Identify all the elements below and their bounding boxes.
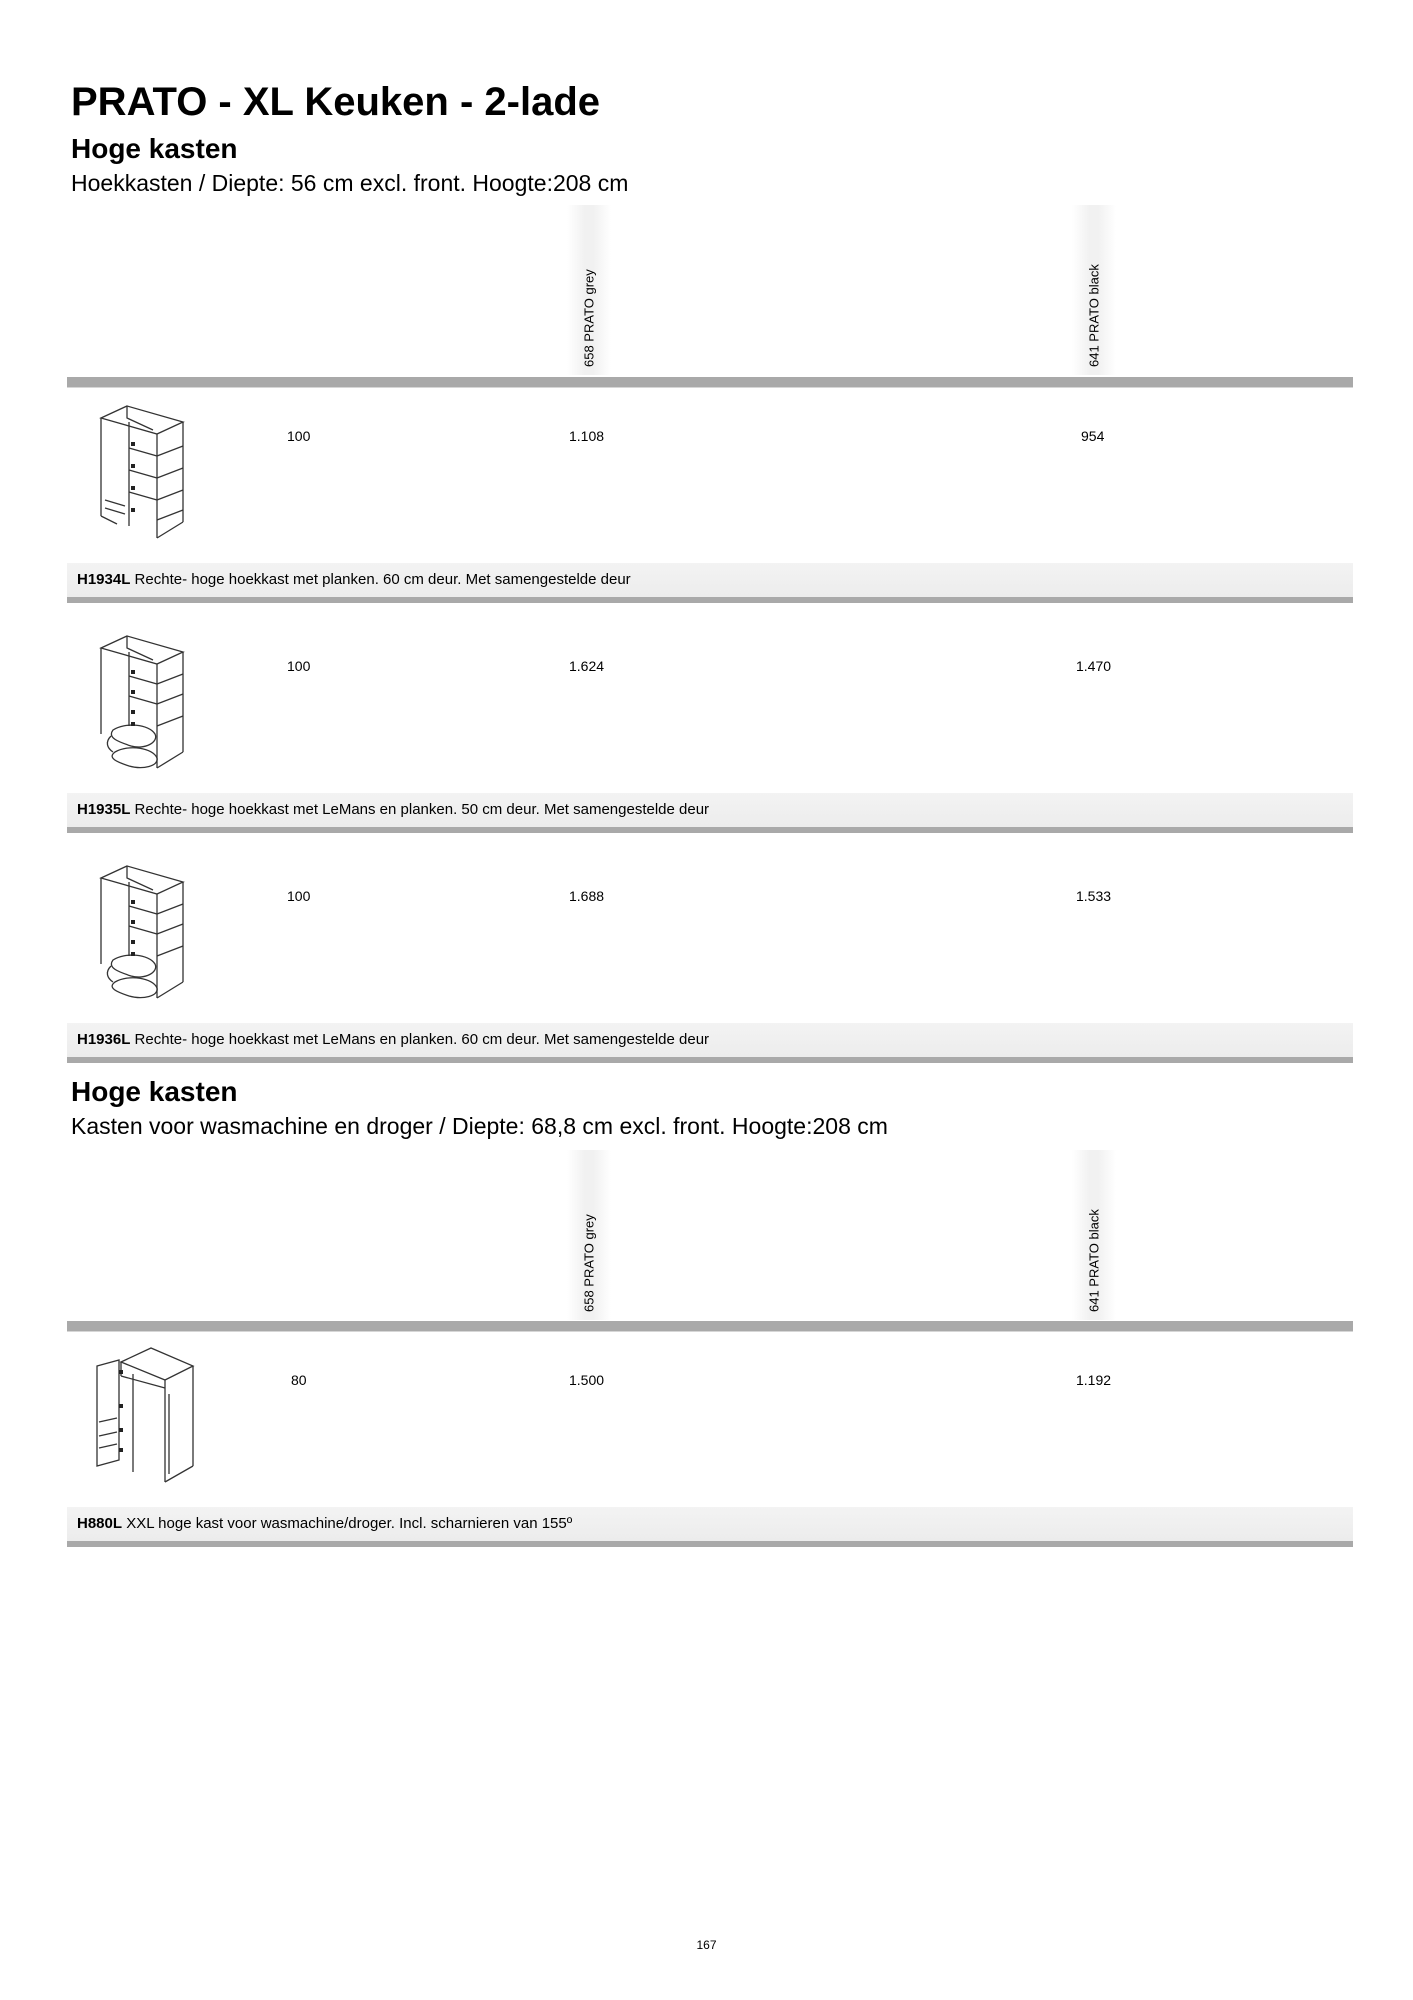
price-grey: 1.624: [569, 658, 605, 674]
corner-cabinet-lemans-icon: [95, 630, 207, 770]
table-row: [67, 1334, 1353, 1544]
description-band: [67, 793, 1353, 827]
page-number: 167: [696, 1938, 717, 1952]
price-black: 1.192: [1076, 1372, 1112, 1388]
width-value: 100: [287, 658, 311, 674]
section-subtitle: Kasten voor wasmachine en droger / Diepte: 68,8 cm excl. front. Hoogte:208 cm: [71, 1113, 888, 1139]
corner-cabinet-shelves-icon: [95, 400, 207, 540]
table-row: [67, 850, 1353, 1060]
article-code: H1934L: [77, 571, 131, 588]
price-grey: 1.108: [569, 428, 605, 444]
row-divider: [67, 1057, 1353, 1063]
column-header-black: 641 PRATO black: [1072, 205, 1116, 375]
price-black: 1.533: [1076, 888, 1112, 904]
article-code: H1935L: [77, 801, 131, 818]
washer-dryer-cabinet-icon: [95, 1344, 207, 1484]
width-value: 100: [287, 888, 311, 904]
article-code: H1936L: [77, 1031, 131, 1048]
table-header-bar: [67, 377, 1353, 388]
table-row: [67, 620, 1353, 830]
page-title: PRATO - XL Keuken - 2-lade: [71, 80, 601, 124]
row-divider: [67, 827, 1353, 833]
price-black: 954: [1081, 428, 1105, 444]
description-band: [67, 563, 1353, 597]
price-grey: 1.500: [569, 1372, 605, 1388]
table-header-bar: [67, 1321, 1353, 1332]
description-band: [67, 1507, 1353, 1541]
table-row: [67, 390, 1353, 600]
width-value: 80: [291, 1372, 307, 1388]
description-text: Rechte- hoge hoekkast met LeMans en planken. 50 cm deur. Met samengestelde deur: [134, 801, 710, 818]
price-black: 1.470: [1076, 658, 1112, 674]
description-text: Rechte- hoge hoekkast met planken. 60 cm deur. Met samengestelde deur: [134, 571, 631, 588]
column-header-black: 641 PRATO black: [1072, 1150, 1116, 1320]
price-grey: 1.688: [569, 888, 605, 904]
description-text: XXL hoge kast voor wasmachine/droger. Incl. scharnieren van 155º: [126, 1515, 573, 1532]
section-title: Hoge kasten: [71, 133, 238, 164]
section-title: Hoge kasten: [71, 1076, 238, 1107]
column-header-grey: 658 PRATO grey: [567, 1150, 611, 1320]
description-band: [67, 1023, 1353, 1057]
row-description: [77, 1515, 572, 1532]
row-divider: [67, 1541, 1353, 1547]
corner-cabinet-lemans-icon: [95, 860, 207, 1000]
section-subtitle: Hoekkasten / Diepte: 56 cm excl. front. Hoogte:208 cm: [71, 170, 629, 196]
row-description: [77, 571, 631, 588]
row-description: [77, 801, 709, 818]
description-text: Rechte- hoge hoekkast met LeMans en planken. 60 cm deur. Met samengestelde deur: [134, 1031, 710, 1048]
width-value: 100: [287, 428, 311, 444]
row-description: [77, 1031, 709, 1048]
article-code: H880L: [77, 1515, 123, 1532]
row-divider: [67, 597, 1353, 603]
column-header-grey: 658 PRATO grey: [567, 205, 611, 375]
